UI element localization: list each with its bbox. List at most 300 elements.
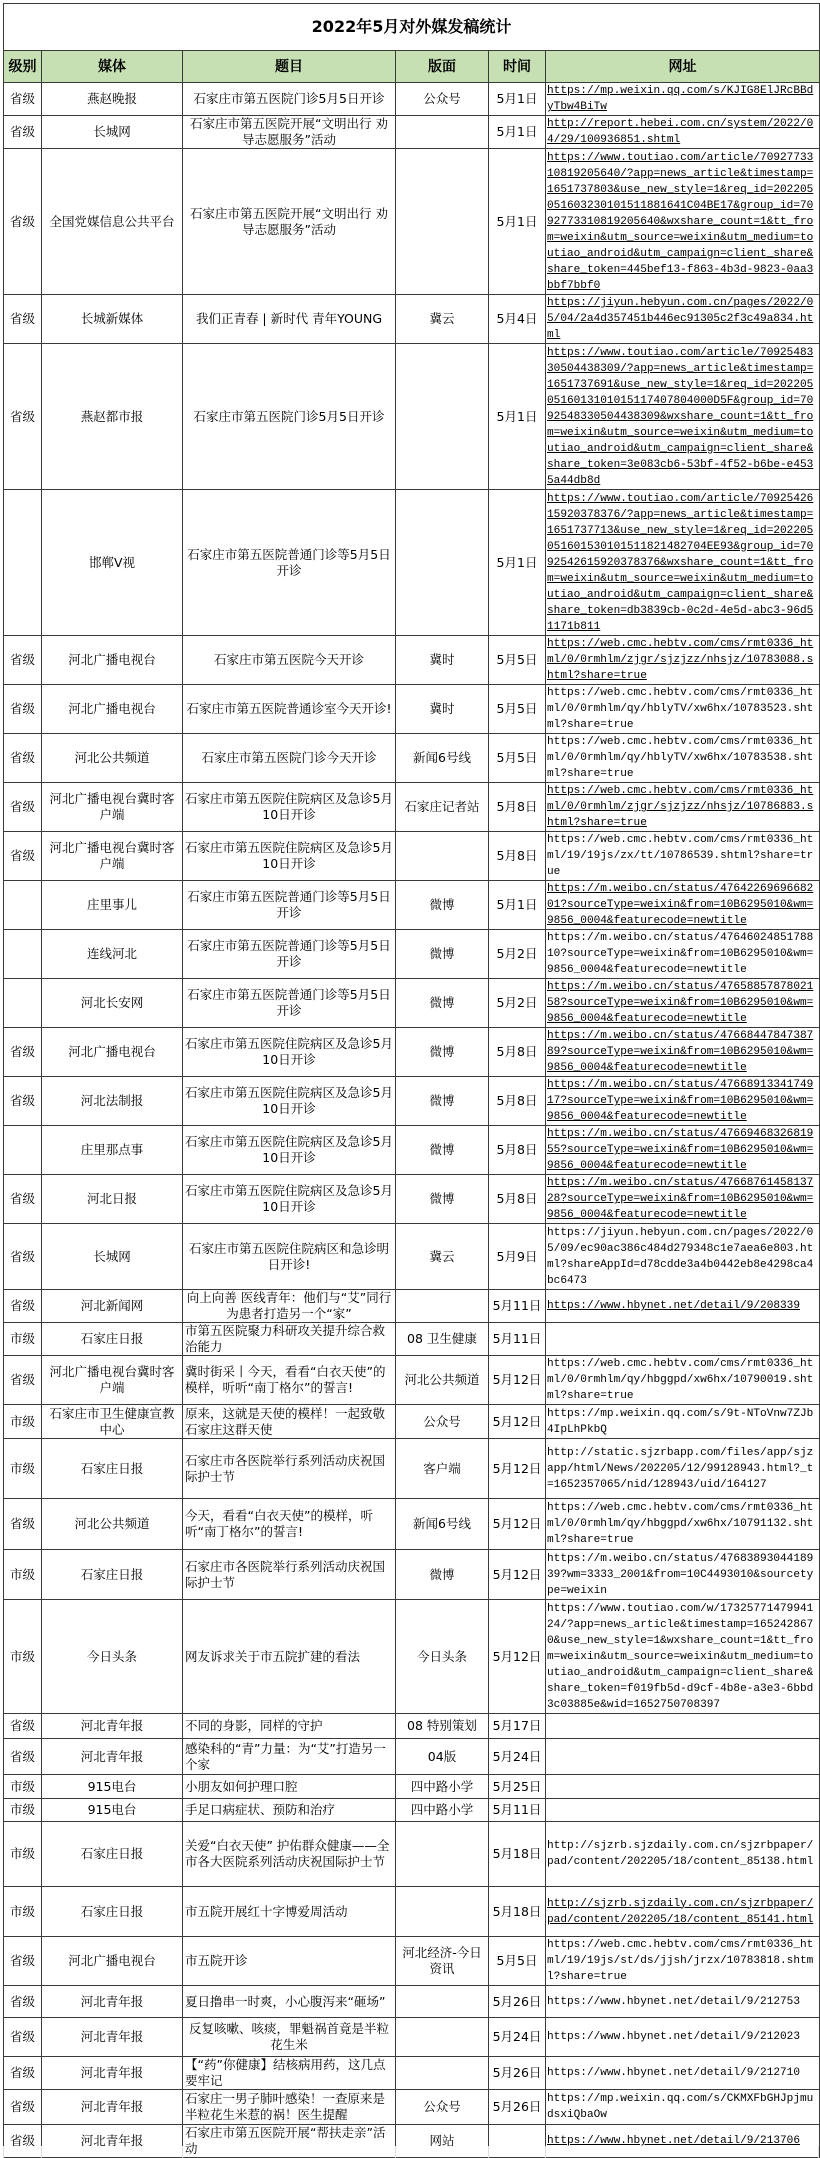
date-cell: 5月8日: [489, 1126, 546, 1175]
level-cell: [4, 881, 42, 930]
level-cell: 省级: [4, 83, 42, 116]
date-cell: 5月12日: [489, 1550, 546, 1600]
media-cell: 今日头条: [42, 1600, 183, 1714]
url-text[interactable]: https://m.weibo.cn/status/4768389304418939?wm=3333_2001&from=10C4493010&sourcetype=weixin: [547, 1552, 814, 1597]
section-cell: [396, 490, 489, 636]
url-cell: [546, 1799, 820, 1822]
section-cell: 四中路小学: [396, 1799, 489, 1822]
date-cell: 5月8日: [489, 1028, 546, 1077]
table-row: [4, 1028, 820, 1077]
url-cell[interactable]: [546, 1126, 820, 1175]
level-cell: 省级: [4, 116, 42, 149]
level-cell: 省级: [4, 344, 42, 490]
url-cell[interactable]: [546, 1887, 820, 1937]
media-cell: 邯郸V视: [42, 490, 183, 636]
table-row: [4, 490, 820, 636]
date-cell: 5月12日: [489, 1405, 546, 1439]
date-cell: 5月24日: [489, 1739, 546, 1775]
date-cell: 5月1日: [489, 149, 546, 295]
section-cell: 新闻6号线: [396, 734, 489, 783]
media-cell: 915电台: [42, 1775, 183, 1799]
url-text[interactable]: https://web.cmc.hebtv.com/cms/rmt0336_html/0/0rmhlm/qy/hblyTV/xw6hx/10783538.shtml?share=true: [547, 736, 814, 780]
level-cell: 省级: [4, 1937, 42, 1986]
url-text[interactable]: https://jiyun.hebyun.com.cn/pages/2022/05/09/ec90ac386c484d279348c1e7aea6e803.html?shareAppId=d78cdde3a4b0442eb8e4298ca4bc6473: [547, 1226, 814, 1287]
date-cell: 5月5日: [489, 636, 546, 685]
section-cell: 今日头条: [396, 1600, 489, 1714]
url-cell: [546, 1714, 820, 1739]
url-link[interactable]: https://m.weibo.cn/status/4766946832681955?sourceType=weixin&from=10B6295010&wm=9856_0004&featurecode=newtitle: [547, 1128, 814, 1172]
table-row: [4, 1986, 820, 2018]
table-row: [4, 1739, 820, 1775]
header-url: 网址: [546, 51, 820, 83]
url-cell[interactable]: [546, 1937, 820, 1986]
topic-cell: 石家庄市第五医院住院病区及急诊5月10日开诊: [183, 1077, 396, 1126]
date-cell: 5月1日: [489, 83, 546, 116]
url-cell[interactable]: [546, 2018, 820, 2057]
table-row: [4, 1290, 820, 1323]
level-cell: 市级: [4, 1799, 42, 1822]
media-cell: 河北广播电视台冀时客户端: [42, 1356, 183, 1405]
url-cell[interactable]: [546, 295, 820, 344]
media-cell: 石家庄日报: [42, 1887, 183, 1937]
media-cell: 石家庄日报: [42, 1822, 183, 1887]
section-cell: 石家庄记者站: [396, 783, 489, 832]
url-cell[interactable]: [546, 2057, 820, 2090]
table-row: [4, 2090, 820, 2125]
section-cell: 微博: [396, 1126, 489, 1175]
topic-cell: 石家庄市第五医院开展“帮扶走亲”活动: [183, 2125, 396, 2158]
topic-cell: 石家庄市第五医院普通门诊等5月5日开诊: [183, 979, 396, 1028]
media-cell: 河北广播电视台: [42, 636, 183, 685]
level-cell: 省级: [4, 1224, 42, 1290]
section-cell: 微博: [396, 1550, 489, 1600]
media-cell: 915电台: [42, 1799, 183, 1822]
date-cell: 5月8日: [489, 832, 546, 881]
date-cell: 5月17日: [489, 1714, 546, 1739]
topic-cell: 夏日撸串一时爽，小心腹泻来“砸场”: [183, 1986, 396, 2018]
url-cell[interactable]: [546, 1077, 820, 1126]
media-cell: 石家庄日报: [42, 1439, 183, 1499]
topic-cell: 石家庄市第五医院今天开诊: [183, 636, 396, 685]
section-cell: 河北公共频道: [396, 1356, 489, 1405]
url-link[interactable]: https://mp.weixin.qq.com/s/KJIG8ElJRcBBdyTbw4BiTw: [547, 85, 814, 113]
url-text[interactable]: https://web.cmc.hebtv.com/cms/rmt0336_html/0/0rmhlm/qy/hblyTV/xw6hx/10783523.shtml?share=true: [547, 687, 814, 731]
url-text[interactable]: https://mp.weixin.qq.com/s/CKMXFbGHJpjmudsxiQbaOw: [547, 2093, 814, 2121]
table-row: [4, 1175, 820, 1224]
topic-cell: 石家庄市第五医院开展“文明出行 劝导志愿服务”活动: [183, 149, 396, 295]
url-cell[interactable]: [546, 1499, 820, 1550]
url-cell: [546, 1739, 820, 1775]
section-cell: 河北经济-今日资讯: [396, 1937, 489, 1986]
media-cell: 庄里事儿: [42, 881, 183, 930]
date-cell: 5月12日: [489, 1600, 546, 1714]
section-cell: [396, 149, 489, 295]
url-link[interactable]: https://www.hbynet.net/detail/9/208339: [547, 1300, 800, 1312]
media-cell: 燕赵晚报: [42, 83, 183, 116]
table-row: [4, 832, 820, 881]
date-cell: 5月4日: [489, 295, 546, 344]
date-cell: 5月5日: [489, 1937, 546, 1986]
level-cell: 市级: [4, 1439, 42, 1499]
level-cell: 市级: [4, 1550, 42, 1600]
table-row: [4, 2018, 820, 2057]
media-cell: 河北日报: [42, 1175, 183, 1224]
level-cell: 省级: [4, 1175, 42, 1224]
url-link[interactable]: https://jiyun.hebyun.com.cn/pages/2022/05/04/2a4d357451b446ec91305c2f3c49a834.html: [547, 297, 814, 341]
media-cell: 河北广播电视台: [42, 685, 183, 734]
url-link[interactable]: https://www.hbynet.net/detail/9/213706: [547, 2135, 800, 2147]
media-cell: 河北青年报: [42, 2090, 183, 2125]
table-row: [4, 1600, 820, 1714]
topic-cell: 石家庄市第五医院门诊5月5日开诊: [183, 83, 396, 116]
url-text[interactable]: https://web.cmc.hebtv.com/cms/rmt0336_html/19/19js/zx/tt/10786539.shtml?share=true: [547, 834, 814, 878]
media-cell: 石家庄日报: [42, 1550, 183, 1600]
level-cell: 市级: [4, 1323, 42, 1356]
level-cell: 省级: [4, 1714, 42, 1739]
url-cell[interactable]: [546, 1439, 820, 1499]
table-row: [4, 783, 820, 832]
section-cell: [396, 1822, 489, 1887]
level-cell: 市级: [4, 1600, 42, 1714]
url-link[interactable]: https://www.toutiao.com/article/7092542615920378376/?app=news_article&timestamp=1651737713&use_new_style=1&req_id=202205051601530101511821482704EE93&group_id=7092542615920378376&wxshare_count=1&tt_from=weixin&utm_source=weixin&utm_medium=toutiao_android&utm_campaign=client_share&share_token=db3839cb-0c2d-4e5d-abc3-96d51171b811: [547, 492, 814, 633]
url-cell[interactable]: [546, 1550, 820, 1600]
topic-cell: 石家庄市第五医院普通门诊等5月5日开诊: [183, 930, 396, 979]
topic-cell: 市五院开展红十字博爱周活动: [183, 1887, 396, 1937]
level-cell: 省级: [4, 1499, 42, 1550]
table-row: [4, 344, 820, 490]
header-level: 级别: [4, 51, 42, 83]
topic-cell: 冀时街采丨今天，看看“白衣天使”的模样，听听“南丁格尔”的誓言!: [183, 1356, 396, 1405]
table-row: [4, 685, 820, 734]
date-cell: 5月18日: [489, 1822, 546, 1887]
level-cell: 省级: [4, 295, 42, 344]
level-cell: 省级: [4, 1739, 42, 1775]
level-cell: [4, 490, 42, 636]
media-cell: 河北新闻网: [42, 1290, 183, 1323]
table-row: [4, 1550, 820, 1600]
date-cell: 5月5日: [489, 685, 546, 734]
level-cell: [4, 1126, 42, 1175]
date-cell: 5月1日: [489, 116, 546, 149]
date-cell: 5月11日: [489, 1799, 546, 1822]
table-body: [4, 83, 820, 2158]
section-cell: [396, 116, 489, 149]
level-cell: 省级: [4, 734, 42, 783]
url-link[interactable]: https://m.weibo.cn/status/4766844784738789?sourceType=weixin&from=10B6295010&wm=9856_0004&featurecode=newtitle: [547, 1030, 814, 1074]
url-text[interactable]: http://sjzrb.sjzdaily.com.cn/sjzrbpaper/pad/content/202205/18/content_85138.html: [547, 1840, 814, 1868]
topic-cell: 石家庄市第五医院开展“文明出行 劝导志愿服务”活动: [183, 116, 396, 149]
date-cell: 5月11日: [489, 1323, 546, 1356]
url-cell[interactable]: [546, 832, 820, 881]
header-row: [4, 51, 820, 83]
url-link[interactable]: http://sjzrb.sjzdaily.com.cn/sjzrbpaper/pad/content/202205/18/content_85141.html: [547, 1897, 814, 1926]
level-cell: 市级: [4, 1405, 42, 1439]
url-cell[interactable]: [546, 636, 820, 685]
url-text[interactable]: https://m.weibo.cn/status/4764602485178810?sourceType=weixin&from=10B6295010&wm=9856_0004&featurecode=newtitle: [547, 932, 814, 976]
topic-cell: 石家庄市第五医院门诊今天开诊: [183, 734, 396, 783]
level-cell: 省级: [4, 1077, 42, 1126]
topic-cell: 石家庄市第五医院普通门诊等5月5日开诊: [183, 881, 396, 930]
url-text[interactable]: https://www.hbynet.net/detail/9/212023: [547, 2031, 800, 2043]
topic-cell: 石家庄市第五医院普通诊室今天开诊!: [183, 685, 396, 734]
date-cell: 5月1日: [489, 490, 546, 636]
url-cell[interactable]: [546, 1290, 820, 1323]
level-cell: 省级: [4, 1290, 42, 1323]
topic-cell: 我们正青春 | 新时代 青年YOUNG: [183, 295, 396, 344]
table-row: [4, 116, 820, 149]
level-cell: 省级: [4, 2125, 42, 2158]
section-cell: 08 特别策划: [396, 1714, 489, 1739]
section-cell: [396, 344, 489, 490]
table-row: [4, 636, 820, 685]
url-cell[interactable]: [546, 1224, 820, 1290]
url-text[interactable]: http://static.sjzrbapp.com/files/app/sjzapp/html/News/202205/12/99128943.html?_t=1652357065/nid/128943/uid/164127: [547, 1446, 814, 1491]
section-cell: 网站: [396, 2125, 489, 2158]
url-text[interactable]: https://web.cmc.hebtv.com/cms/rmt0336_html/19/19js/st/ds/jjsh/jrzx/10783818.shtml?share=true: [547, 1939, 814, 1983]
topic-cell: 今天，看看“白衣天使”的模样，听听“南丁格尔”的誓言!: [183, 1499, 396, 1550]
date-cell: 5月8日: [489, 783, 546, 832]
url-cell[interactable]: [546, 1405, 820, 1439]
table-row: [4, 734, 820, 783]
section-cell: 04版: [396, 1739, 489, 1775]
level-cell: 省级: [4, 1986, 42, 2018]
url-text[interactable]: https://web.cmc.hebtv.com/cms/rmt0336_html/0/0rmhlm/qy/hbggpd/xw6hx/10791132.shtml?share=true: [547, 1502, 814, 1546]
table-row: [4, 149, 820, 295]
date-cell: 5月2日: [489, 979, 546, 1028]
topic-cell: 石家庄市各医院举行系列活动庆祝国际护士节: [183, 1439, 396, 1499]
topic-cell: 石家庄市第五医院住院病区及急诊5月10日开诊: [183, 783, 396, 832]
level-cell: [4, 930, 42, 979]
media-cell: 河北法制报: [42, 1077, 183, 1126]
section-cell: 冀云: [396, 1224, 489, 1290]
media-cell: 河北公共频道: [42, 734, 183, 783]
level-cell: 省级: [4, 1028, 42, 1077]
media-cell: 长城新媒体: [42, 295, 183, 344]
media-cell: 石家庄市卫生健康宣教中心: [42, 1405, 183, 1439]
header-date: 时间: [489, 51, 546, 83]
level-cell: 省级: [4, 783, 42, 832]
section-cell: 公众号: [396, 2090, 489, 2125]
topic-cell: 网友诉求关于市五院扩建的看法: [183, 1600, 396, 1714]
topic-cell: 向上向善 医线青年：他们与“艾”同行 为患者打造另一个“家”: [183, 1290, 396, 1323]
url-cell[interactable]: [546, 979, 820, 1028]
media-cell: 河北公共频道: [42, 1499, 183, 1550]
topic-cell: 市第五医院聚力科研攻关提升综合救治能力: [183, 1323, 396, 1356]
url-link[interactable]: https://m.weibo.cn/status/4766891334174917?sourceType=weixin&from=10B6295010&wm=9856_0004&featurecode=newtitle: [547, 1079, 814, 1123]
url-cell[interactable]: [546, 344, 820, 490]
date-cell: 5月26日: [489, 2090, 546, 2125]
topic-cell: 【“药”你健康】结核病用药，这几点要牢记: [183, 2057, 396, 2090]
media-cell: 河北广播电视台冀时客户端: [42, 783, 183, 832]
title-row: [4, 4, 820, 51]
date-cell: 5月5日: [489, 734, 546, 783]
topic-cell: 石家庄一男子肺叶感染！一查原来是半粒花生米惹的祸！医生提醒: [183, 2090, 396, 2125]
table-row: [4, 930, 820, 979]
section-cell: 冀时: [396, 685, 489, 734]
media-report-table: [3, 3, 820, 2158]
date-cell: 5月12日: [489, 1356, 546, 1405]
section-cell: 微博: [396, 1028, 489, 1077]
table-row: [4, 2057, 820, 2090]
section-cell: 公众号: [396, 83, 489, 116]
url-link[interactable]: https://www.toutiao.com/article/7092773310819205640/?app=news_article&timestamp=1651737803&use_new_style=1&req_id=202205051603230101511881641C04BE17&group_id=7092773310819205640&wxshare_count=1&tt_from=weixin&utm_source=weixin&utm_medium=toutiao_android&utm_campaign=client_share&share_token=445bef13-f863-4b3d-9823-0aa3bbf7bbf0: [547, 151, 814, 292]
section-cell: [396, 2018, 489, 2057]
media-cell: 连线河北: [42, 930, 183, 979]
topic-cell: 小朋友如何护理口腔: [183, 1775, 396, 1799]
date-cell: 5月1日: [489, 344, 546, 490]
table-row: [4, 979, 820, 1028]
url-cell[interactable]: [546, 1986, 820, 2018]
url-link[interactable]: https://web.cmc.hebtv.com/cms/rmt0336_html/0/0rmhlm/zjgr/sjzjzz/nhsjz/10786883.shtml?share=true: [547, 785, 814, 829]
url-cell[interactable]: [546, 1356, 820, 1405]
table-row: [4, 1077, 820, 1126]
spreadsheet: [3, 3, 820, 2158]
url-cell[interactable]: [546, 734, 820, 783]
url-cell[interactable]: [546, 490, 820, 636]
section-cell: 冀云: [396, 295, 489, 344]
sheet-title: 2022年5月对外媒发稿统计: [4, 4, 820, 51]
level-cell: 省级: [4, 2057, 42, 2090]
table-row: [4, 1439, 820, 1499]
url-link[interactable]: https://m.weibo.cn/status/4764226969668201?sourceType=weixin&from=10B6295010&wm=9856_0004&featurecode=newtitle: [547, 883, 814, 927]
url-cell: [546, 1775, 820, 1799]
section-cell: [396, 1887, 489, 1937]
topic-cell: 石家庄市第五医院住院病区及急诊5月10日开诊: [183, 832, 396, 881]
url-cell[interactable]: [546, 685, 820, 734]
topic-cell: 原来，这就是天使的模样！一起致敬石家庄这群天使: [183, 1405, 396, 1439]
media-cell: 燕赵都市报: [42, 344, 183, 490]
media-cell: 河北广播电视台冀时客户端: [42, 832, 183, 881]
topic-cell: 感染科的“青”力量：为“艾”打造另一个家: [183, 1739, 396, 1775]
level-cell: 省级: [4, 685, 42, 734]
media-cell: 河北青年报: [42, 2125, 183, 2158]
date-cell: 5月24日: [489, 2018, 546, 2057]
media-cell: 河北青年报: [42, 2057, 183, 2090]
topic-cell: 市五院开诊: [183, 1937, 396, 1986]
header-media: 媒体: [42, 51, 183, 83]
topic-cell: 不同的身影，同样的守护: [183, 1714, 396, 1739]
date-cell: 5月8日: [489, 1077, 546, 1126]
url-cell[interactable]: [546, 116, 820, 149]
date-cell: 5月26日: [489, 1986, 546, 2018]
level-cell: 市级: [4, 1887, 42, 1937]
url-cell[interactable]: [546, 1028, 820, 1077]
level-cell: 省级: [4, 1356, 42, 1405]
media-cell: 河北广播电视台: [42, 1937, 183, 1986]
level-cell: 省级: [4, 636, 42, 685]
level-cell: 省级: [4, 149, 42, 295]
media-cell: 河北青年报: [42, 2018, 183, 2057]
url-link[interactable]: http://report.hebei.com.cn/system/2022/04/29/100936851.shtml: [547, 118, 814, 146]
section-cell: 08 卫生健康: [396, 1323, 489, 1356]
table-row: [4, 1405, 820, 1439]
topic-cell: 石家庄市第五医院住院病区和急诊明日开诊!: [183, 1224, 396, 1290]
date-cell: 5月8日: [489, 1175, 546, 1224]
url-cell[interactable]: [546, 1175, 820, 1224]
section-cell: 微博: [396, 1077, 489, 1126]
topic-cell: 石家庄市第五医院门诊5月5日开诊: [183, 344, 396, 490]
section-cell: 公众号: [396, 1405, 489, 1439]
table-row: [4, 83, 820, 116]
url-cell[interactable]: [546, 2090, 820, 2125]
url-text[interactable]: https://web.cmc.hebtv.com/cms/rmt0336_html/0/0rmhlm/qy/hbggpd/xw6hx/10790019.shtml?share=true: [547, 1358, 814, 1402]
url-link[interactable]: https://m.weibo.cn/status/4766876145813728?sourceType=weixin&from=10B6295010&wm=9856_0004&featurecode=newtitle: [547, 1177, 814, 1221]
table-row: [4, 1937, 820, 1986]
media-cell: 石家庄日报: [42, 1323, 183, 1356]
section-cell: 微博: [396, 1175, 489, 1224]
url-cell[interactable]: [546, 1600, 820, 1714]
media-cell: 长城网: [42, 1224, 183, 1290]
url-text[interactable]: https://www.hbynet.net/detail/9/212753: [547, 1995, 800, 2008]
table-row: [4, 1499, 820, 1550]
url-link[interactable]: https://m.weibo.cn/status/4765885787802158?sourceType=weixin&from=10B6295010&wm=9856_0004&featurecode=newtitle: [547, 981, 814, 1025]
url-cell[interactable]: [546, 881, 820, 930]
url-link[interactable]: https://www.toutiao.com/article/7092548330504438309/?app=news_article&timestamp=1651737691&use_new_style=1&req_id=2022050516013101015117407804000D5F&group_id=7092548330504438309&wxshare_count=1&tt_from=weixin&utm_source=weixin&utm_medium=toutiao_android&utm_campaign=client_share&share_token=3e083cb6-53bf-4f52-b6be-e4535a44db8d: [547, 346, 814, 487]
media-cell: 河北广播电视台: [42, 1028, 183, 1077]
topic-cell: 石家庄市第五医院住院病区及急诊5月10日开诊: [183, 1126, 396, 1175]
level-cell: 省级: [4, 2090, 42, 2125]
media-cell: 全国党媒信息公共平台: [42, 149, 183, 295]
url-cell: [546, 1323, 820, 1356]
section-cell: 微博: [396, 930, 489, 979]
header-topic: 题目: [183, 51, 396, 83]
url-cell[interactable]: [546, 149, 820, 295]
table-row: [4, 1356, 820, 1405]
topic-cell: 关爱“白衣天使” 护佑群众健康——全市各大医院系列活动庆祝国际护士节: [183, 1822, 396, 1887]
table-row: [4, 1126, 820, 1175]
table-row: [4, 1799, 820, 1822]
date-cell: 5月25日: [489, 1775, 546, 1799]
url-cell[interactable]: [546, 83, 820, 116]
url-text[interactable]: https://mp.weixin.qq.com/s/9t-NToVnw7ZJb4IpLhPkbQ: [547, 1407, 814, 1436]
section-cell: [396, 1986, 489, 2018]
url-cell[interactable]: [546, 930, 820, 979]
media-cell: 河北长安网: [42, 979, 183, 1028]
section-cell: 冀时: [396, 636, 489, 685]
level-cell: [4, 979, 42, 1028]
empty-grid-row: [3, 2146, 819, 2158]
media-cell: 河北青年报: [42, 1714, 183, 1739]
url-link[interactable]: https://web.cmc.hebtv.com/cms/rmt0336_html/0/0rmhlm/zjgr/sjzjzz/nhsjz/10783088.shtml?share=true: [547, 638, 814, 682]
level-cell: 省级: [4, 2018, 42, 2057]
url-text[interactable]: https://www.hbynet.net/detail/9/212710: [547, 2067, 800, 2079]
topic-cell: 石家庄市第五医院普通门诊等5月5日开诊: [183, 490, 396, 636]
url-cell[interactable]: [546, 783, 820, 832]
level-cell: 省级: [4, 832, 42, 881]
table-row: [4, 1323, 820, 1356]
url-text[interactable]: https://www.toutiao.com/w/1732577147994124/?app=news_article&timestamp=1652428670&use_new_style=1&wxshare_count=1&tt_from=weixin&utm_source=weixin&utm_medium=toutiao_android&utm_campaign=client_share&share_token=f019fb5d-d9cf-4b8e-a3e3-6bbd3c03885e&wid=1652750708397: [547, 1602, 814, 1711]
date-cell: 5月11日: [489, 1290, 546, 1323]
table-row: [4, 1822, 820, 1887]
date-cell: 5月18日: [489, 1887, 546, 1937]
table-row: [4, 1224, 820, 1290]
topic-cell: 石家庄市第五医院住院病区及急诊5月10日开诊: [183, 1028, 396, 1077]
section-cell: 四中路小学: [396, 1775, 489, 1799]
table-row: [4, 1775, 820, 1799]
topic-cell: 手足口病症状、预防和治疗: [183, 1799, 396, 1822]
media-cell: 河北青年报: [42, 1986, 183, 2018]
topic-cell: 石家庄市各医院举行系列活动庆祝国际护士节: [183, 1550, 396, 1600]
level-cell: 市级: [4, 1775, 42, 1799]
section-cell: [396, 2057, 489, 2090]
media-cell: 河北青年报: [42, 1739, 183, 1775]
section-cell: 微博: [396, 881, 489, 930]
date-cell: 5月2日: [489, 930, 546, 979]
url-cell[interactable]: [546, 1822, 820, 1887]
section-cell: 微博: [396, 979, 489, 1028]
date-cell: 5月12日: [489, 1499, 546, 1550]
topic-cell: 反复咳嗽、咳痰，罪魁祸首竟是半粒花生米: [183, 2018, 396, 2057]
